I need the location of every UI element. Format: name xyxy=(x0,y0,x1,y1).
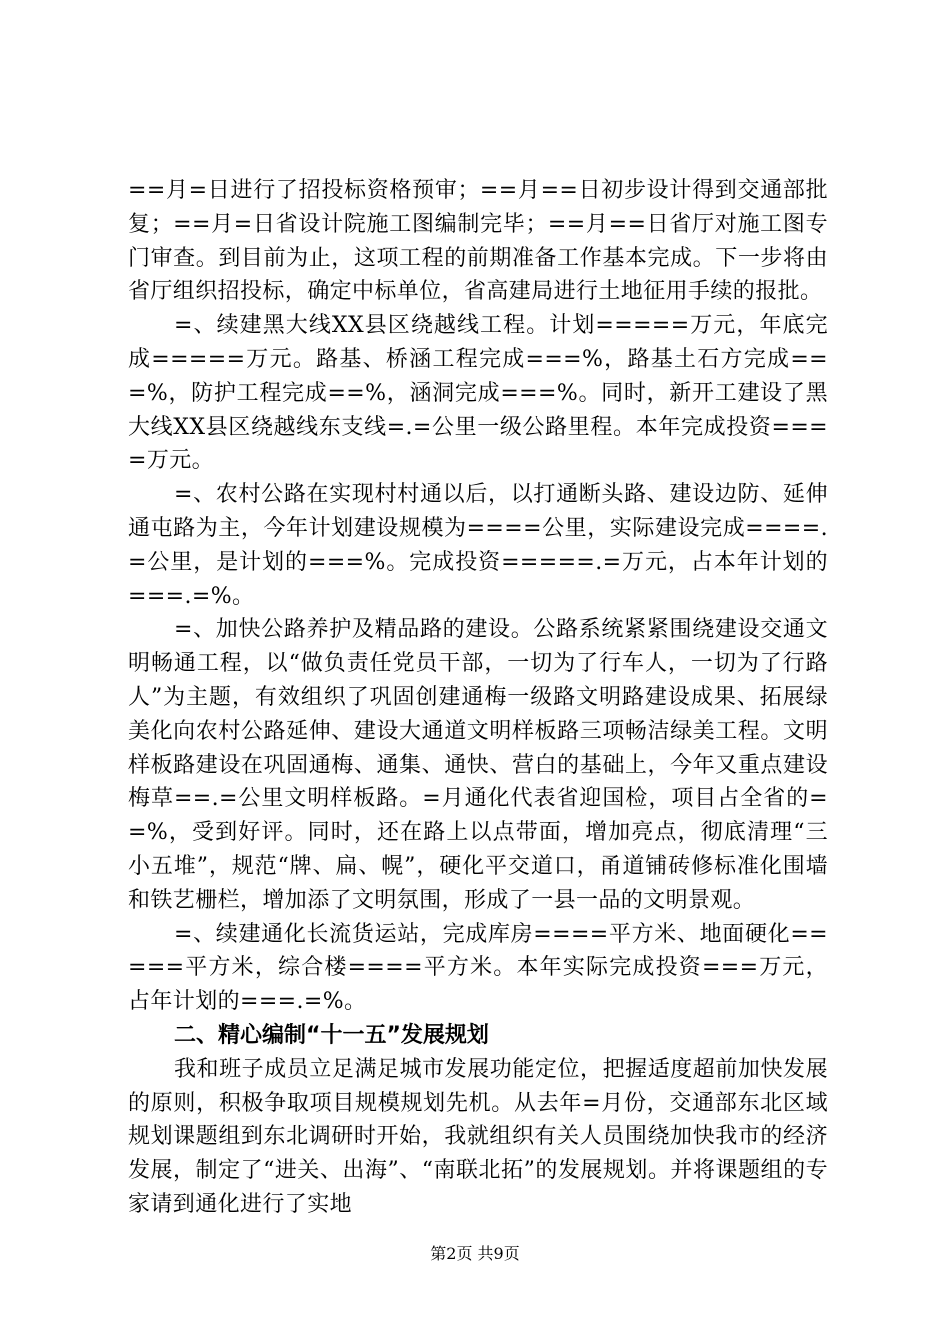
paragraph-freight-station: =、续建通化长流货运站，完成库房====平方米、地面硬化=====平方米，综合楼====平方米。本年实际完成投资===万元，占年计划的===.=%。 xyxy=(128,921,828,1015)
page-footer: 第2页 共9页 xyxy=(430,1244,520,1263)
document-body xyxy=(128,174,828,1222)
paragraph-rural-roads: =、农村公路在实现村村通以后，以打通断头路、建设边防、延伸通屯路为主，今年计划建设规模为====公里，实际建设完成====.=公里，是计划的===%。完成投资=====.=万元，占本年计划的===.=%。 xyxy=(128,482,828,609)
section-heading: 二、精心编制“十一五”发展规划 xyxy=(174,1022,489,1048)
paragraph-road-maintenance: =、加快公路养护及精品路的建设。公路系统紧紧围绕建设交通文明畅通工程，以“做负责任党员干部，一切为了行车人，一切为了行路人”为主题，有效组织了巩固创建通梅一级路文明路建设成果、拓展绿美化向农村公路延伸、建设大通道文明样板路三项畅洁绿美工程。文明样板路建设在巩固通梅、通集、通快、营白的基础上，今年又重点建设梅草==.=公里文明样板路。=月通化代表省迎国检，项目占全省的==%，受到好评。同时，还在路上以点带面，增加亮点，彻底清理“三小五堆”，规范“牌、扁、幌”，硬化平交道口，甬道铺砖修标准化围墙和铁艺栅栏，增加添了文明氛围，形成了一县一品的文明景观。 xyxy=(128,617,828,913)
paragraph-continuation: ==月=日进行了招投标资格预审；==月==日初步设计得到交通部批复；==月=日省设计院施工图编制完毕；==月==日省厅对施工图专门审查。到目前为止，这项工程的前期准备工作基本完成。下一步将由省厅组织招投标，确定中标单位，省高建局进行土地征用手续的报批。 xyxy=(128,178,828,305)
paragraph-bypass-project: =、续建黑大线XX县区绕越线工程。计划=====万元，年底完成=====万元。路基、桥涵工程完成===%，路基土石方完成===%，防护工程完成==%，涵洞完成===%。同时，新开工建设了黑大线XX县区绕越线东支线=.=公里一级公路里程。本年完成投资====万元。 xyxy=(128,313,828,474)
paragraph-planning: 我和班子成员立足满足城市发展功能定位，把握适度超前加快发展的原则，积极争取项目规模规划先机。从去年=月份，交通部东北区域规划课题组到东北调研时开始，我就组织有关人员围绕加快我市的经济发展，制定了“进关、出海”、“南联北拓”的发展规划。并将课题组的专家请到通化进行了实地 xyxy=(128,1056,828,1217)
